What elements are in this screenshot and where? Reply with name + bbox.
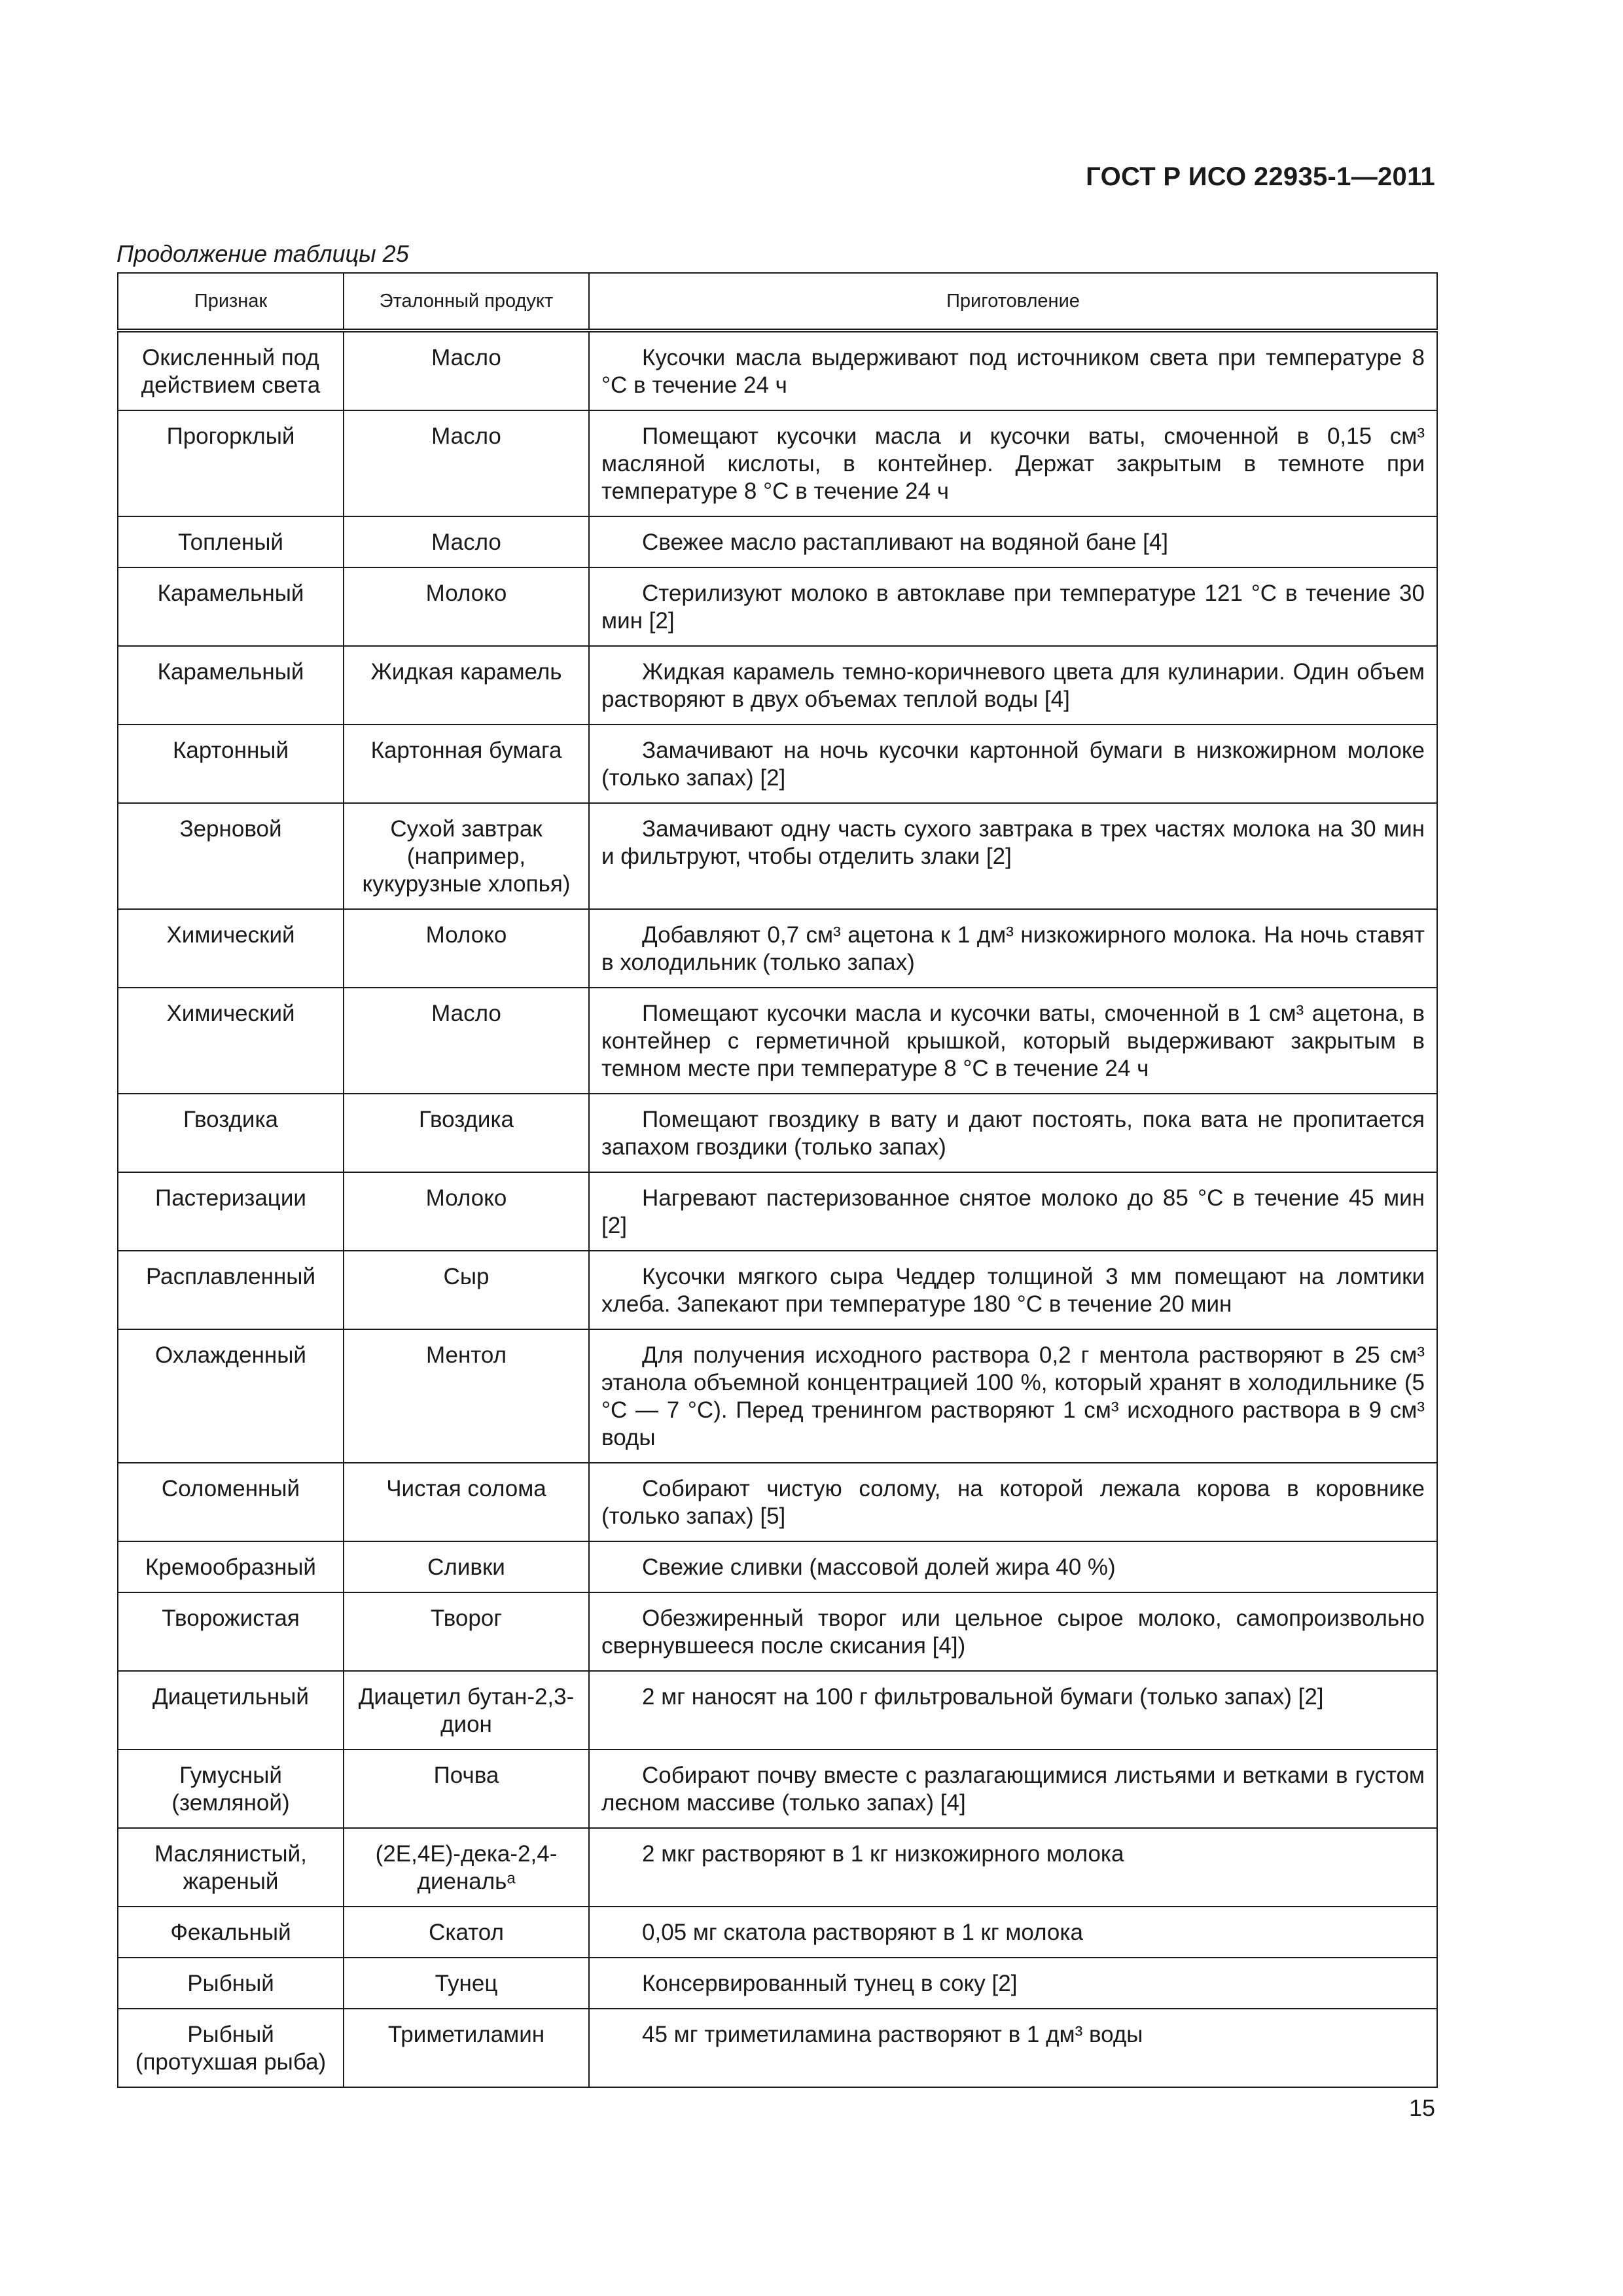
sign-cell: Химический: [118, 988, 344, 1094]
table-row: [118, 646, 1437, 725]
product-cell: Масло: [344, 516, 589, 567]
preparation-cell: Добавляют 0,7 см³ ацетона к 1 дм³ низкожирного молока. На ночь ставят в холодильник (только запах): [589, 909, 1437, 988]
sign-cell: Диацетильный: [118, 1671, 344, 1749]
document-id: ГОСТ Р ИСО 22935-1—2011: [1086, 162, 1435, 191]
sign-cell: Карамельный: [118, 646, 344, 725]
table-row: [118, 331, 1437, 410]
preparation-cell: Нагревают пастеризованное снятое молоко до 85 °С в течение 45 мин [2]: [589, 1172, 1437, 1251]
preparation-cell: Помещают кусочки масла и кусочки ваты, смоченной в 0,15 см³ масляной кислоты, в контейнер. Держат закрытым в темноте при температуре 8 °С в течение 24 ч: [589, 410, 1437, 516]
table-header-row: [118, 273, 1437, 331]
table-row: [118, 410, 1437, 516]
preparation-cell: Замачивают одну часть сухого завтрака в трех частях молока на 30 мин и фильтруют, чтобы отделить злаки [2]: [589, 803, 1437, 909]
preparation-cell: 45 мг триметиламина растворяют в 1 дм³ воды: [589, 2009, 1437, 2087]
reference-products-table: [117, 272, 1438, 2088]
product-cell: Почва: [344, 1749, 589, 1828]
preparation-cell: Кусочки масла выдерживают под источником света при температуре 8 °С в течение 24 ч: [589, 331, 1437, 410]
sign-cell: Гумусный (земляной): [118, 1749, 344, 1828]
preparation-cell: Собирают почву вместе с разлагающимися листьями и ветками в густом лесном массиве (только запах) [4]: [589, 1749, 1437, 1828]
preparation-cell: Собирают чистую солому, на которой лежала корова в коровнике (только запах) [5]: [589, 1463, 1437, 1541]
preparation-cell: Замачивают на ночь кусочки картонной бумаги в низкожирном молоке (только запах) [2]: [589, 725, 1437, 803]
product-cell: Молоко: [344, 567, 589, 646]
column-header-preparation: Приготовление: [589, 273, 1437, 331]
product-cell: Диацетил бутан-2,3-дион: [344, 1671, 589, 1749]
product-cell: Молоко: [344, 1172, 589, 1251]
preparation-cell: Стерилизуют молоко в автоклаве при температуре 121 °С в течение 30 мин [2]: [589, 567, 1437, 646]
preparation-cell: 2 мг наносят на 100 г фильтровальной бумаги (только запах) [2]: [589, 1671, 1437, 1749]
page-number: 15: [1408, 2094, 1435, 2121]
table-row: [118, 1749, 1437, 1828]
product-cell: Масло: [344, 988, 589, 1094]
sign-cell: Творожистая: [118, 1592, 344, 1671]
preparation-cell: Жидкая карамель темно-коричневого цвета для кулинарии. Один объем растворяют в двух объемах теплой воды [4]: [589, 646, 1437, 725]
table-row: [118, 988, 1437, 1094]
sign-cell: Расплавленный: [118, 1251, 344, 1329]
sign-cell: Прогорклый: [118, 410, 344, 516]
sign-cell: Рыбный (протухшая рыба): [118, 2009, 344, 2087]
sign-cell: Карамельный: [118, 567, 344, 646]
product-cell: Масло: [344, 331, 589, 410]
table-row: [118, 1592, 1437, 1671]
preparation-cell: Помещают кусочки масла и кусочки ваты, смоченной в 1 см³ ацетона, в контейнер с герметичной крышкой, который выдерживают закрытым в темном месте при температуре 8 °С в течение 24 ч: [589, 988, 1437, 1094]
sign-cell: Гвоздика: [118, 1094, 344, 1172]
table-row: [118, 1172, 1437, 1251]
table-row: [118, 725, 1437, 803]
sign-cell: Картонный: [118, 725, 344, 803]
table-row: [118, 1329, 1437, 1463]
product-cell: Жидкая карамель: [344, 646, 589, 725]
table-row: [118, 1094, 1437, 1172]
sign-cell: Фекальный: [118, 1907, 344, 1958]
preparation-cell: Свежее масло растапливают на водяной бане [4]: [589, 516, 1437, 567]
column-header-product: Эталонный продукт: [344, 273, 589, 331]
product-cell: Тунец: [344, 1958, 589, 2009]
sign-cell: Соломенный: [118, 1463, 344, 1541]
product-cell: Молоко: [344, 909, 589, 988]
product-cell: Скатол: [344, 1907, 589, 1958]
product-cell: (2E,4E)-дека-2,4-диенальᵃ: [344, 1828, 589, 1907]
table-row: [118, 516, 1437, 567]
product-cell: Картонная бумага: [344, 725, 589, 803]
product-cell: Ментол: [344, 1329, 589, 1463]
table-row: [118, 1907, 1437, 1958]
sign-cell: Кремообразный: [118, 1541, 344, 1592]
product-cell: Триметиламин: [344, 2009, 589, 2087]
sign-cell: Рыбный: [118, 1958, 344, 2009]
preparation-cell: 0,05 мг скатола растворяют в 1 кг молока: [589, 1907, 1437, 1958]
product-cell: Творог: [344, 1592, 589, 1671]
preparation-cell: Свежие сливки (массовой долей жира 40 %): [589, 1541, 1437, 1592]
product-cell: Гвоздика: [344, 1094, 589, 1172]
table-header: [118, 273, 1437, 331]
sign-cell: Химический: [118, 909, 344, 988]
table-row: [118, 1828, 1437, 1907]
preparation-cell: Кусочки мягкого сыра Чеддер толщиной 3 мм помещают на ломтики хлеба. Запекают при температуре 180 °С в течение 20 мин: [589, 1251, 1437, 1329]
table-row: [118, 567, 1437, 646]
product-cell: Масло: [344, 410, 589, 516]
product-cell: Сливки: [344, 1541, 589, 1592]
table-row: [118, 909, 1437, 988]
product-cell: Чистая солома: [344, 1463, 589, 1541]
table-row: [118, 1463, 1437, 1541]
sign-cell: Окисленный под действием света: [118, 331, 344, 410]
sign-cell: Маслянистый, жареный: [118, 1828, 344, 1907]
preparation-cell: Помещают гвоздику в вату и дают постоять, пока вата не пропитается запахом гвоздики (только запах): [589, 1094, 1437, 1172]
preparation-cell: Обезжиренный творог или цельное сырое молоко, самопроизвольно свернувшееся после скисания [4]): [589, 1592, 1437, 1671]
product-cell: Сухой завтрак (например, кукурузные хлопья): [344, 803, 589, 909]
column-header-sign: Признак: [118, 273, 344, 331]
preparation-cell: 2 мкг растворяют в 1 кг низкожирного молока: [589, 1828, 1437, 1907]
preparation-cell: Для получения исходного раствора 0,2 г ментола растворяют в 25 см³ этанола объемной концентрацией 100 %, который хранят в холодильнике (5 °С — 7 °С). Перед тренингом растворяют 1 см³ исходного раствора в 9 см³ воды: [589, 1329, 1437, 1463]
table-row: [118, 1251, 1437, 1329]
table-row: [118, 1671, 1437, 1749]
sign-cell: Зерновой: [118, 803, 344, 909]
table-body: [118, 331, 1437, 2087]
sign-cell: Топленый: [118, 516, 344, 567]
table-row: [118, 1958, 1437, 2009]
preparation-cell: Консервированный тунец в соку [2]: [589, 1958, 1437, 2009]
table-caption: Продолжение таблицы 25: [116, 240, 409, 267]
table-row: [118, 803, 1437, 909]
table-row: [118, 2009, 1437, 2087]
sign-cell: Пастеризации: [118, 1172, 344, 1251]
product-cell: Сыр: [344, 1251, 589, 1329]
table-row: [118, 1541, 1437, 1592]
sign-cell: Охлажденный: [118, 1329, 344, 1463]
